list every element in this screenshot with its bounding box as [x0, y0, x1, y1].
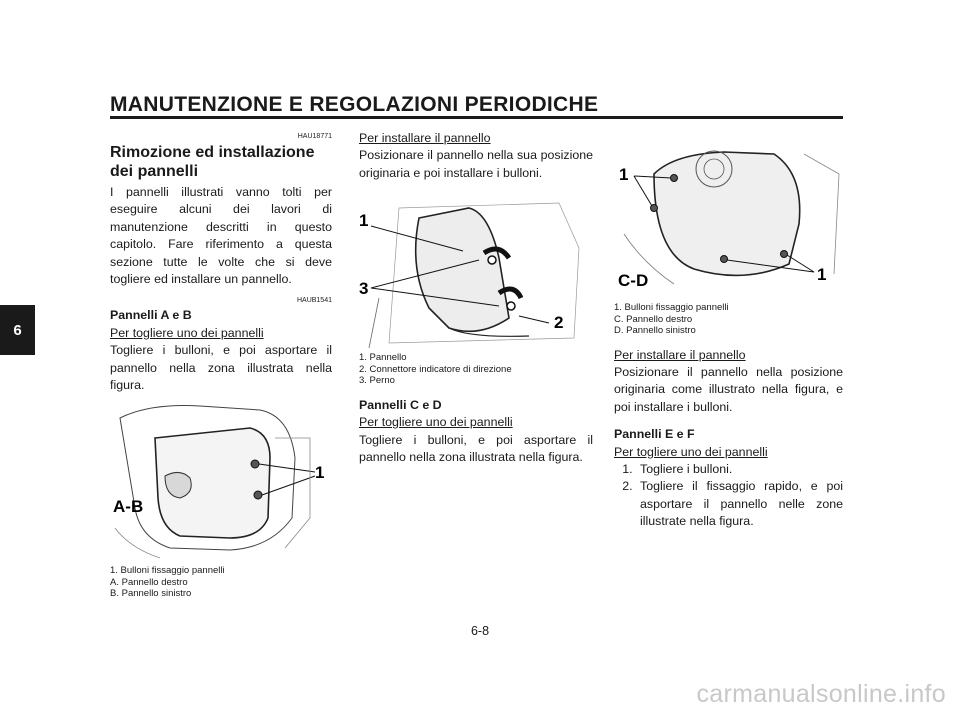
- column-2: [359, 130, 593, 466]
- figure-panel-ab: [110, 398, 332, 565]
- caption-line: 1. Pannello: [359, 352, 407, 364]
- install-text-ab: Posizionare il pannello nella sua posizione originaria e poi installare i bulloni.: [359, 148, 593, 180]
- remove-heading-ab: Per togliere uno dei pannelli: [110, 325, 264, 340]
- remove-heading-cd: Per togliere uno dei pannelli: [359, 415, 513, 430]
- figure-label-ab: A-B: [113, 497, 144, 517]
- figure-label-1: 1: [315, 463, 325, 483]
- figure-caption-cd: [614, 302, 843, 337]
- figure-label-1: 1: [359, 211, 369, 231]
- chapter-tab: 6: [0, 305, 35, 355]
- section-title: Rimozione ed installazione dei pannelli: [110, 144, 315, 180]
- install-heading-ab: Per installare il pannello: [359, 131, 491, 145]
- subsection-title-ef: Pannelli E e F: [614, 427, 695, 442]
- figure-panel-install: [359, 188, 593, 348]
- column-3: [614, 130, 843, 531]
- figure-label-3: 3: [359, 279, 369, 299]
- figure-label-1: 1: [619, 165, 629, 184]
- column-1: [110, 130, 332, 600]
- subsection-code: HAUB1541: [296, 297, 332, 305]
- remove-text-cd: Togliere i bulloni, e poi asportare il pannello nella zona illustrata nella figura.: [359, 432, 593, 464]
- caption-line: 1. Bulloni fissaggio pannelli: [110, 565, 225, 577]
- header-rule: [110, 116, 843, 119]
- figure-label-1: 1: [817, 265, 827, 284]
- caption-line: 3. Perno: [359, 375, 395, 387]
- removal-steps: [614, 461, 843, 531]
- remove-heading-ef: Per togliere uno dei pannelli: [614, 444, 768, 459]
- step-item: 1. Togliere i bulloni.: [636, 461, 843, 478]
- page-number: 6-8: [470, 624, 490, 638]
- remove-text-ab: Togliere i bulloni, e poi asportare il pannello nella zona illustrata nella figura.: [110, 343, 332, 393]
- install-heading-cd: Per installare il pannello: [614, 347, 746, 362]
- caption-line: 1. Bulloni fissaggio pannelli: [614, 302, 729, 313]
- caption-line: D. Pannello sinistro: [614, 325, 696, 336]
- install-text-cd: Posizionare il pannello nella posizione originaria come illustrato nella figura, e poi installare i bulloni.: [614, 364, 843, 414]
- watermark: carmanualsonline.info: [696, 680, 946, 708]
- caption-line: B. Pannello sinistro: [110, 588, 192, 600]
- figure-caption-ab: [110, 565, 332, 600]
- subsection-title-ab: Pannelli A e B: [110, 308, 192, 323]
- caption-line: 2. Connettore indicatore di direzione: [359, 363, 512, 375]
- step-item: 2. Togliere il fissaggio rapido, e poi asportare il pannello nelle zone illustrate nella figura.: [636, 478, 843, 530]
- figure-panel-cd: [614, 134, 843, 296]
- intro-paragraph: I pannelli illustrati vanno tolti per eseguire alcuni dei lavori di manutenzione descritti in questo capitolo. Fare riferimento a questa sezione tutte le volte che si deve togliere ed installare un pannello.: [110, 185, 332, 287]
- caption-line: C. Pannello destro: [614, 313, 693, 325]
- section-code: HAU18771: [297, 133, 332, 140]
- subsection-title-cd: Pannelli C e D: [359, 397, 442, 412]
- figure-caption-install: [359, 352, 593, 387]
- figure-label-cd: C-D: [618, 271, 649, 290]
- caption-line: A. Pannello destro: [110, 576, 188, 588]
- figure-label-2: 2: [554, 313, 564, 333]
- page-header-title: MANUTENZIONE E REGOLAZIONI PERIODICHE: [110, 93, 599, 116]
